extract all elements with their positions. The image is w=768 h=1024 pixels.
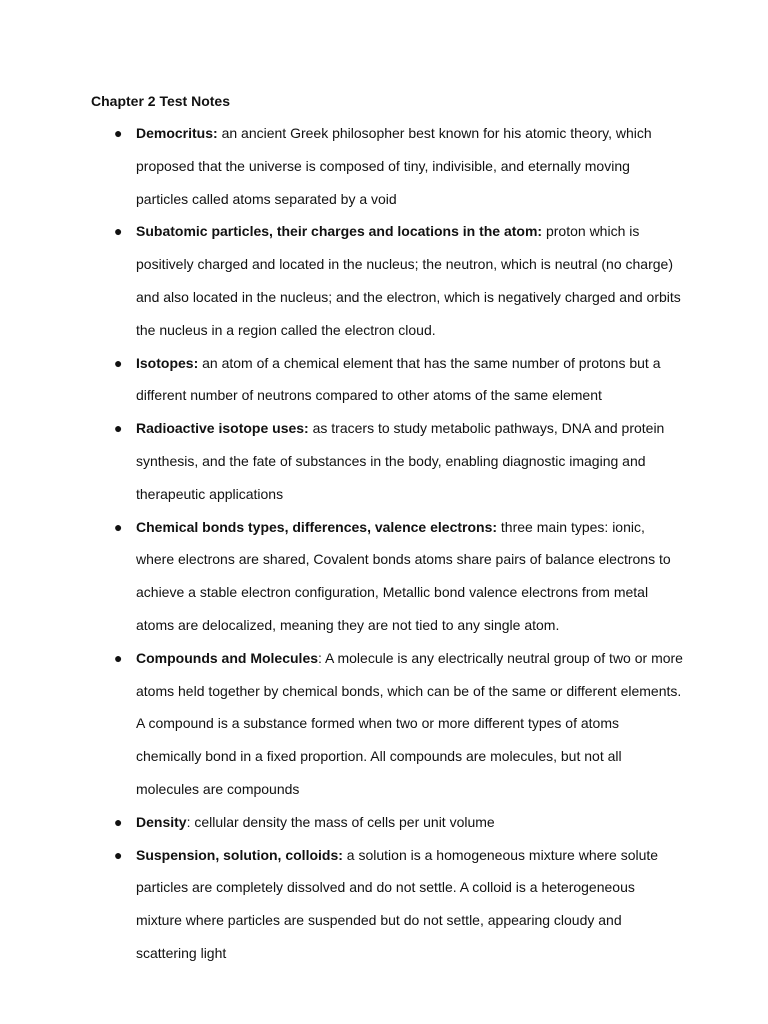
term-definition: as tracers to study metabolic pathways, DNA and protein synthesis, and the fate of substances in the body, enabling diagnostic imaging and therapeutic applications	[136, 420, 665, 502]
list-item-democritus	[0, 117, 684, 215]
term-definition: an ancient Greek philosopher best known for his atomic theory, which proposed that the universe is composed of tiny, indivisible, and eternally moving particles called atoms separated by a void	[136, 125, 652, 207]
bullet-icon: ●	[114, 125, 123, 141]
page-title: Chapter 2 Test Notes	[91, 93, 230, 109]
term-label: Density	[136, 813, 187, 830]
term-definition: a solution is a homogeneous mixture where solute particles are completely dissolved and do not settle. A colloid is a heterogeneous mixture where particles are suspended but do not settle, appearing cloudy and scattering light	[136, 846, 659, 961]
bullet-icon: ●	[114, 813, 123, 830]
term-label: Democritus:	[136, 125, 218, 141]
list-item-compounds-and-molecules	[0, 642, 684, 806]
term-definition: : cellular density the mass of cells per unit volume	[186, 813, 495, 830]
term-label: Radioactive isotope uses:	[136, 420, 309, 437]
bullet-icon: ●	[114, 420, 123, 437]
list-item-isotopes	[0, 347, 684, 413]
bullet-icon: ●	[114, 846, 123, 863]
bullet-icon: ●	[114, 649, 123, 666]
term-label: Subatomic particles, their charges and locations in the atom:	[136, 223, 543, 240]
term-definition: : A molecule is any electrically neutral group of two or more atoms held together by chemical bonds, which can be of the same or different elements. A compound is a substance formed when two or more different types of atoms chemically bond in a fixed proportion. All compounds are molecules, but not all molecules are compounds	[136, 649, 683, 797]
list-item-density	[0, 806, 684, 839]
list-item-suspension-solution-colloids	[0, 839, 684, 970]
term-label: Compounds and Molecules	[136, 649, 319, 666]
term-label: Chemical bonds types, differences, valence electrons:	[136, 518, 498, 535]
term-definition: proton which is positively charged and located in the nucleus; the neutron, which is neutral (no charge) and also located in the nucleus; and the electron, which is negatively charged and orbits the nucleus in a region called the electron cloud.	[136, 223, 681, 338]
bullet-icon: ●	[114, 223, 123, 240]
list-item-subatomic-particles	[0, 215, 684, 346]
term-definition: an atom of a chemical element that has the same number of protons but a different number of neutrons compared to other atoms of the same element	[136, 354, 661, 404]
notes-list	[0, 117, 768, 970]
bullet-icon: ●	[114, 518, 123, 535]
bullet-icon: ●	[114, 354, 123, 371]
term-label: Suspension, solution, colloids:	[136, 846, 343, 863]
term-label: Isotopes:	[136, 354, 199, 371]
term-definition: three main types: ionic, where electrons are shared, Covalent bonds atoms share pairs of balance electrons to achieve a stable electron configuration, Metallic bond valence electrons from metal atoms are delocalized, meaning they are not tied to any single atom.	[136, 518, 671, 633]
list-item-chemical-bonds	[0, 511, 684, 642]
list-item-radioactive-isotope-uses	[0, 412, 684, 510]
